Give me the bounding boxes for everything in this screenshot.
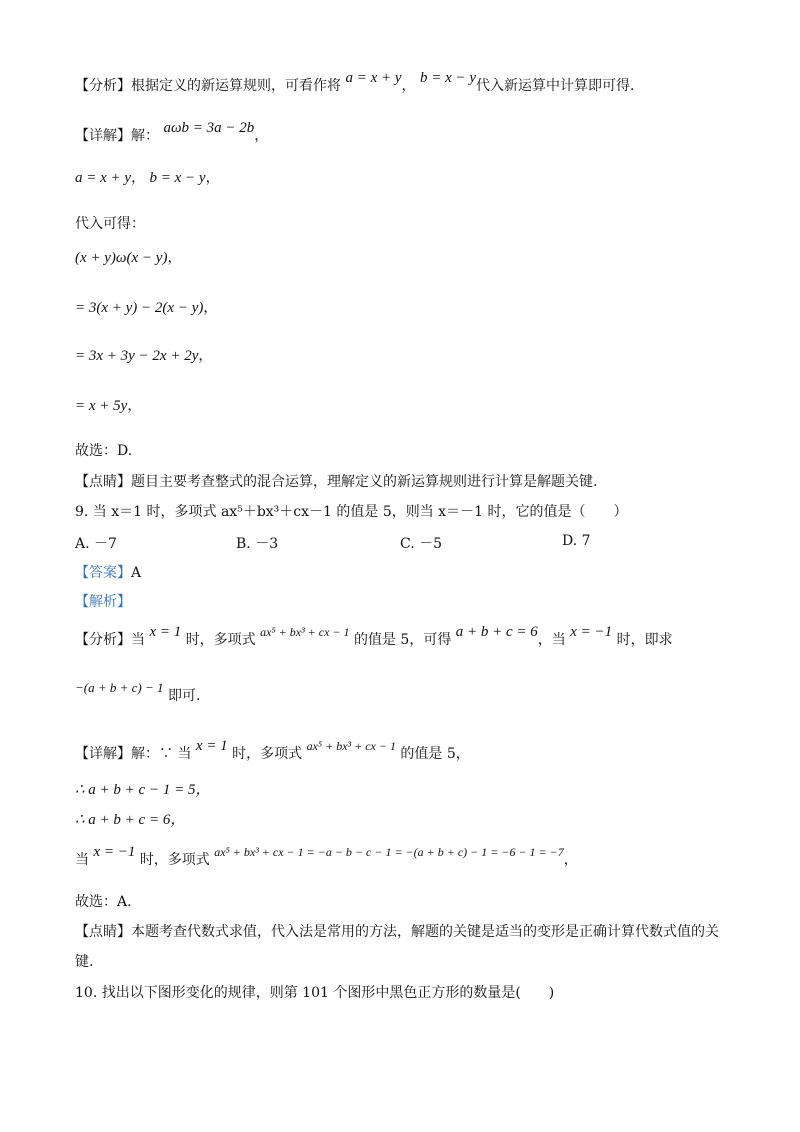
q9-analysis-label: 【分析】 <box>75 632 131 648</box>
comment-label: 【点睛】 <box>75 474 131 490</box>
analysis-text: 根据定义的新运算规则，可看作将 <box>131 78 341 94</box>
q9-therefore2: ∴ a + b + c = 6， <box>75 812 186 828</box>
q9-final-expr: ax⁵ + bx³ + cx − 1 = −a − b − c − 1 = −(a + b + c) − 1 = −6 − 1 = −7 <box>214 845 564 859</box>
step3-line <box>75 346 212 366</box>
q9-comment-line <box>75 922 719 942</box>
q9-final-line <box>75 844 578 870</box>
comma: ， <box>203 300 218 316</box>
q9-comment-line2: 键. <box>75 954 94 970</box>
comma: ， <box>254 128 269 144</box>
detail-text: 的值是 5， <box>400 746 470 762</box>
step4-line <box>75 396 141 416</box>
q9-stem: 9. 当 x＝1 时，多项式 ax⁵＋bx³＋cx－1 的值是 5，则当 x＝－1 时，它的值是（ ） <box>75 504 628 520</box>
comma: ， <box>167 250 182 266</box>
q9-answer-line <box>75 563 141 583</box>
q9-comment-label: 【点睛】 <box>75 924 131 940</box>
q9-poly: ax⁵ + bx³ + cx − 1 <box>260 625 350 639</box>
separator: ， <box>401 78 416 94</box>
q9-eq-xm1: x = −1 <box>570 624 613 640</box>
analysis-label: 【分析】 <box>75 78 131 94</box>
step1: (x + y)ω(x − y) <box>75 250 168 266</box>
analysis-text: 的值是 5，可得 <box>353 632 452 648</box>
analysis-line <box>75 70 635 96</box>
analysis-text: 当 <box>131 632 145 648</box>
detail-text: 时，多项式 <box>232 746 303 762</box>
q9-detail-label: 【详解】 <box>75 746 131 762</box>
comma: ， <box>205 170 220 186</box>
q9-analysis-line <box>75 624 673 650</box>
analysis-text: 时，多项式 <box>185 632 256 648</box>
q9-eq-abc: a + b + c = 6 <box>455 624 538 640</box>
q9-eq-x1: x = 1 <box>149 624 182 640</box>
comment-line <box>75 472 597 492</box>
ab-eq1: a = x + y <box>75 170 132 186</box>
ab-line <box>75 168 220 188</box>
step4: = x + 5y <box>75 398 128 414</box>
step3: = 3x + 3y − 2x + 2y <box>75 348 199 364</box>
jiexi-label: 【解析】 <box>75 594 131 610</box>
comma: ， <box>127 398 142 414</box>
analysis-text: ，当 <box>537 632 566 648</box>
q9-therefore1: ∴ a + b + c − 1 = 5， <box>75 782 211 798</box>
q10-stem: 10. 找出以下图形变化的规律，则第 101 个图形中黑色正方形的数量是( ) <box>75 985 555 1001</box>
comma: ， <box>131 170 146 186</box>
q9-detail-eq: x = 1 <box>195 738 228 754</box>
analysis-tail: 代入新运算中计算即可得. <box>476 78 635 94</box>
comma: ， <box>198 348 213 364</box>
choose-d: 故选：D. <box>75 443 133 459</box>
substitute-line: 代入可得： <box>75 216 145 232</box>
detail-eq: aωb = 3a − 2b <box>163 120 255 136</box>
answer-value: A <box>131 565 142 581</box>
detail-text: 解：∵ 当 <box>131 746 192 762</box>
detail-label: 【详解】 <box>75 128 131 144</box>
step2-line <box>75 298 217 318</box>
detail-text: 解： <box>131 128 159 144</box>
step2: = 3(x + y) − 2(x − y) <box>75 300 204 316</box>
q9-jiexi-label <box>75 592 131 612</box>
answer-label: 【答案】 <box>75 565 131 581</box>
detail-line <box>75 120 269 146</box>
comma: ， <box>563 852 578 868</box>
final-text: 时，多项式 <box>139 852 210 868</box>
analysis-text: 时，即求 <box>616 632 673 648</box>
analysis-eq1: a = x + y <box>345 70 402 86</box>
q9-comment-text: 本题考查代数式求值，代入法是常用的方法，解题的关键是适当的变形是正确计算代数式值的关 <box>131 924 719 940</box>
q9-option-a: A. －7 <box>75 536 117 552</box>
q9-option-c: C. －5 <box>400 536 443 552</box>
analysis-eq2: b = x − y <box>419 70 477 86</box>
q9-expr: −(a + b + c) − 1 <box>75 680 164 695</box>
q9-detail-poly: ax⁵ + bx³ + cx − 1 <box>306 739 396 753</box>
step1-line <box>75 248 181 268</box>
analysis-text: 即可. <box>167 688 201 704</box>
comment-text: 题目主要考查整式的混合运算，理解定义的新运算规则进行计算是解题关键. <box>131 474 598 490</box>
q9-option-d: D. 7 <box>562 533 591 549</box>
final-text: 当 <box>75 852 89 868</box>
ab-eq2: b = x − y <box>149 170 206 186</box>
q9-option-b: B. －3 <box>236 536 279 552</box>
q9-analysis-line2 <box>75 680 201 706</box>
q9-detail-line <box>75 738 470 764</box>
q9-final-eq: x = −1 <box>93 844 136 860</box>
q9-choose: 故选：A. <box>75 894 132 910</box>
